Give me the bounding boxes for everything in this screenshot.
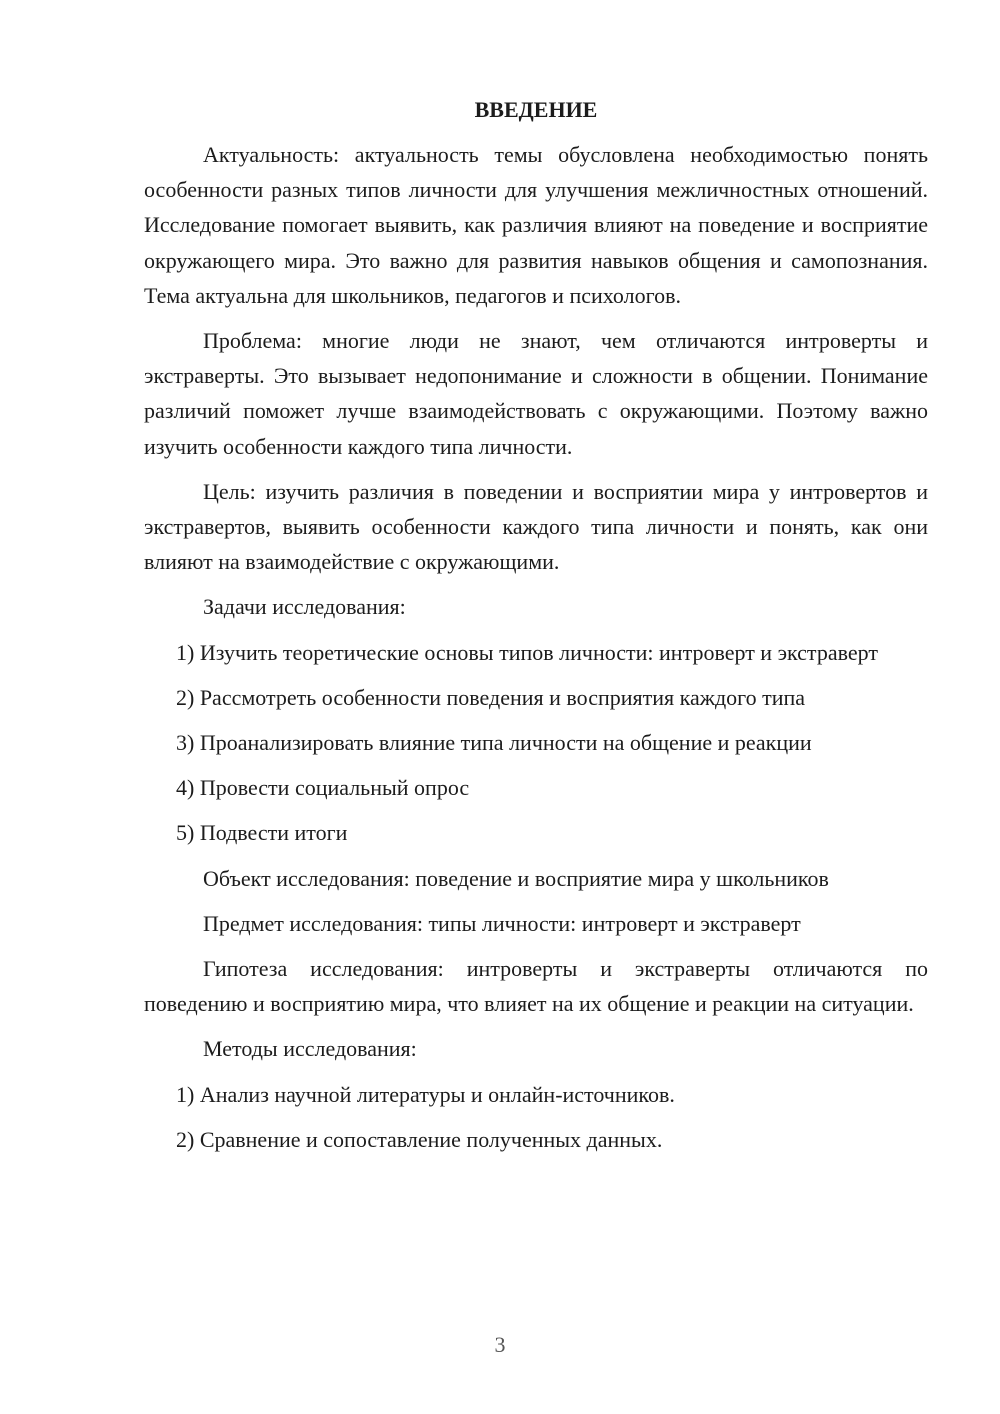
page-number: 3 (494, 1332, 506, 1357)
section-title: ВВЕДЕНИЕ (474, 97, 598, 122)
methods-heading: Методы исследования: (203, 1036, 417, 1062)
task-item: 3) Проанализировать влияние типа личности на общение и реакции (176, 730, 812, 756)
problem-paragraph: Проблема: многие люди не знают, чем отличаются интроверты и экстраверты. Это вызывает недопонимание и сложности в общении. Понимание различий поможет лучше взаимодействовать с окружающими. Поэтому важно изучить особенности каждого типа личности. (144, 328, 928, 459)
method-item: 1) Анализ научной литературы и онлайн-источников. (176, 1081, 675, 1107)
tasks-heading: Задачи исследования: (203, 594, 406, 620)
object-line: Объект исследования: поведение и восприятие мира у школьников (203, 865, 829, 891)
relevance-paragraph: Актуальность: актуальность темы обусловлена необходимостью понять особенности разных типов личности для улучшения межличностных отношений. Исследование помогает выявить, как различия влияют на поведение и восприятие окружающего мира. Это важно для развития навыков общения и самопознания. Тема актуальна для школьников, педагогов и психологов. (144, 142, 928, 308)
subject-line: Предмет исследования: типы личности: интроверт и экстраверт (203, 910, 801, 936)
hypothesis-paragraph: Гипотеза исследования: интроверты и экстраверты отличаются по поведению и восприятию мира, что влияет на их общение и реакции на ситуации. (144, 956, 928, 1017)
goal-paragraph: Цель: изучить различия в поведении и восприятии мира у интровертов и экстравертов, выявить особенности каждого типа личности и понять, как они влияют на взаимодействие с окружающими. (144, 478, 928, 575)
task-item: 4) Провести социальный опрос (176, 775, 470, 801)
method-item: 2) Сравнение и сопоставление полученных данных. (176, 1126, 663, 1152)
task-item: 1) Изучить теоретические основы типов личности: интроверт и экстраверт (176, 639, 878, 665)
document-page (144, 92, 928, 1167)
task-item: 2) Рассмотреть особенности поведения и восприятия каждого типа (176, 684, 806, 710)
task-item: 5) Подвести итоги (176, 820, 348, 846)
